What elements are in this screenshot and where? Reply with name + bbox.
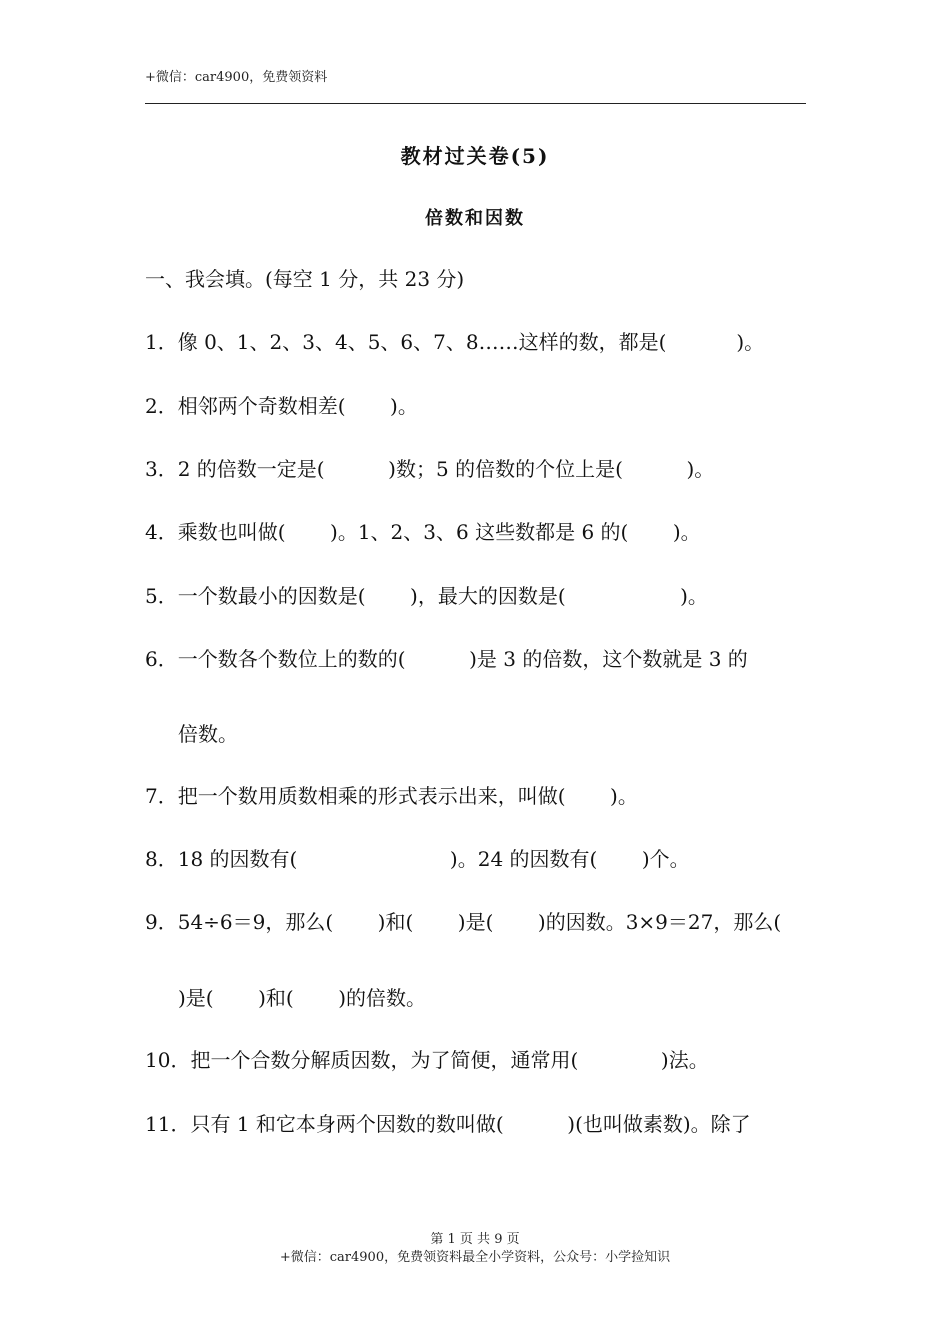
page-subtitle: 倍数和因数: [425, 208, 525, 229]
question-5: 5．一个数最小的因数是( )，最大的因数是( )。: [145, 584, 708, 608]
question-3: 3．2 的倍数一定是( )数；5 的倍数的个位上是( )。: [145, 457, 715, 481]
footer-note: +微信：car4900，免费领资料最全小学资料，公众号：小学捡知识: [279, 1250, 671, 1265]
question-4: 4．乘数也叫做( )。1、2、3、6 这些数都是 6 的( )。: [145, 520, 701, 544]
question-7: 7．把一个数用质数相乘的形式表示出来，叫做( )。: [145, 784, 638, 808]
question-11: 11．只有 1 和它本身两个因数的数叫做( )(也叫做素数)。除了: [145, 1112, 751, 1136]
header-note: +微信：car4900，免费领资料: [145, 70, 328, 85]
question-6-continued: 倍数。: [178, 722, 238, 746]
question-2: 2．相邻两个奇数相差( )。: [145, 394, 418, 418]
question-8: 8．18 的因数有( )。24 的因数有( )个。: [145, 847, 690, 871]
header-divider: [145, 103, 806, 104]
question-6: 6．一个数各个数位上的数的( )是 3 的倍数，这个数就是 3 的: [145, 647, 748, 671]
page-number: 第 1 页 共 9 页: [430, 1232, 520, 1247]
section-heading: 一、我会填。(每空 1 分，共 23 分): [145, 267, 465, 291]
question-10: 10．把一个合数分解质因数，为了简便，通常用( )法。: [145, 1048, 709, 1072]
page-title: 教材过关卷(5): [400, 144, 550, 168]
question-9: 9．54÷6＝9，那么( )和( )是( )的因数。3×9＝27，那么(: [145, 910, 782, 934]
question-1: 1．像 0、1、2、3、4、5、6、7、8……这样的数，都是( )。: [145, 330, 765, 354]
question-9-continued: )是( )和( )的倍数。: [178, 986, 427, 1010]
